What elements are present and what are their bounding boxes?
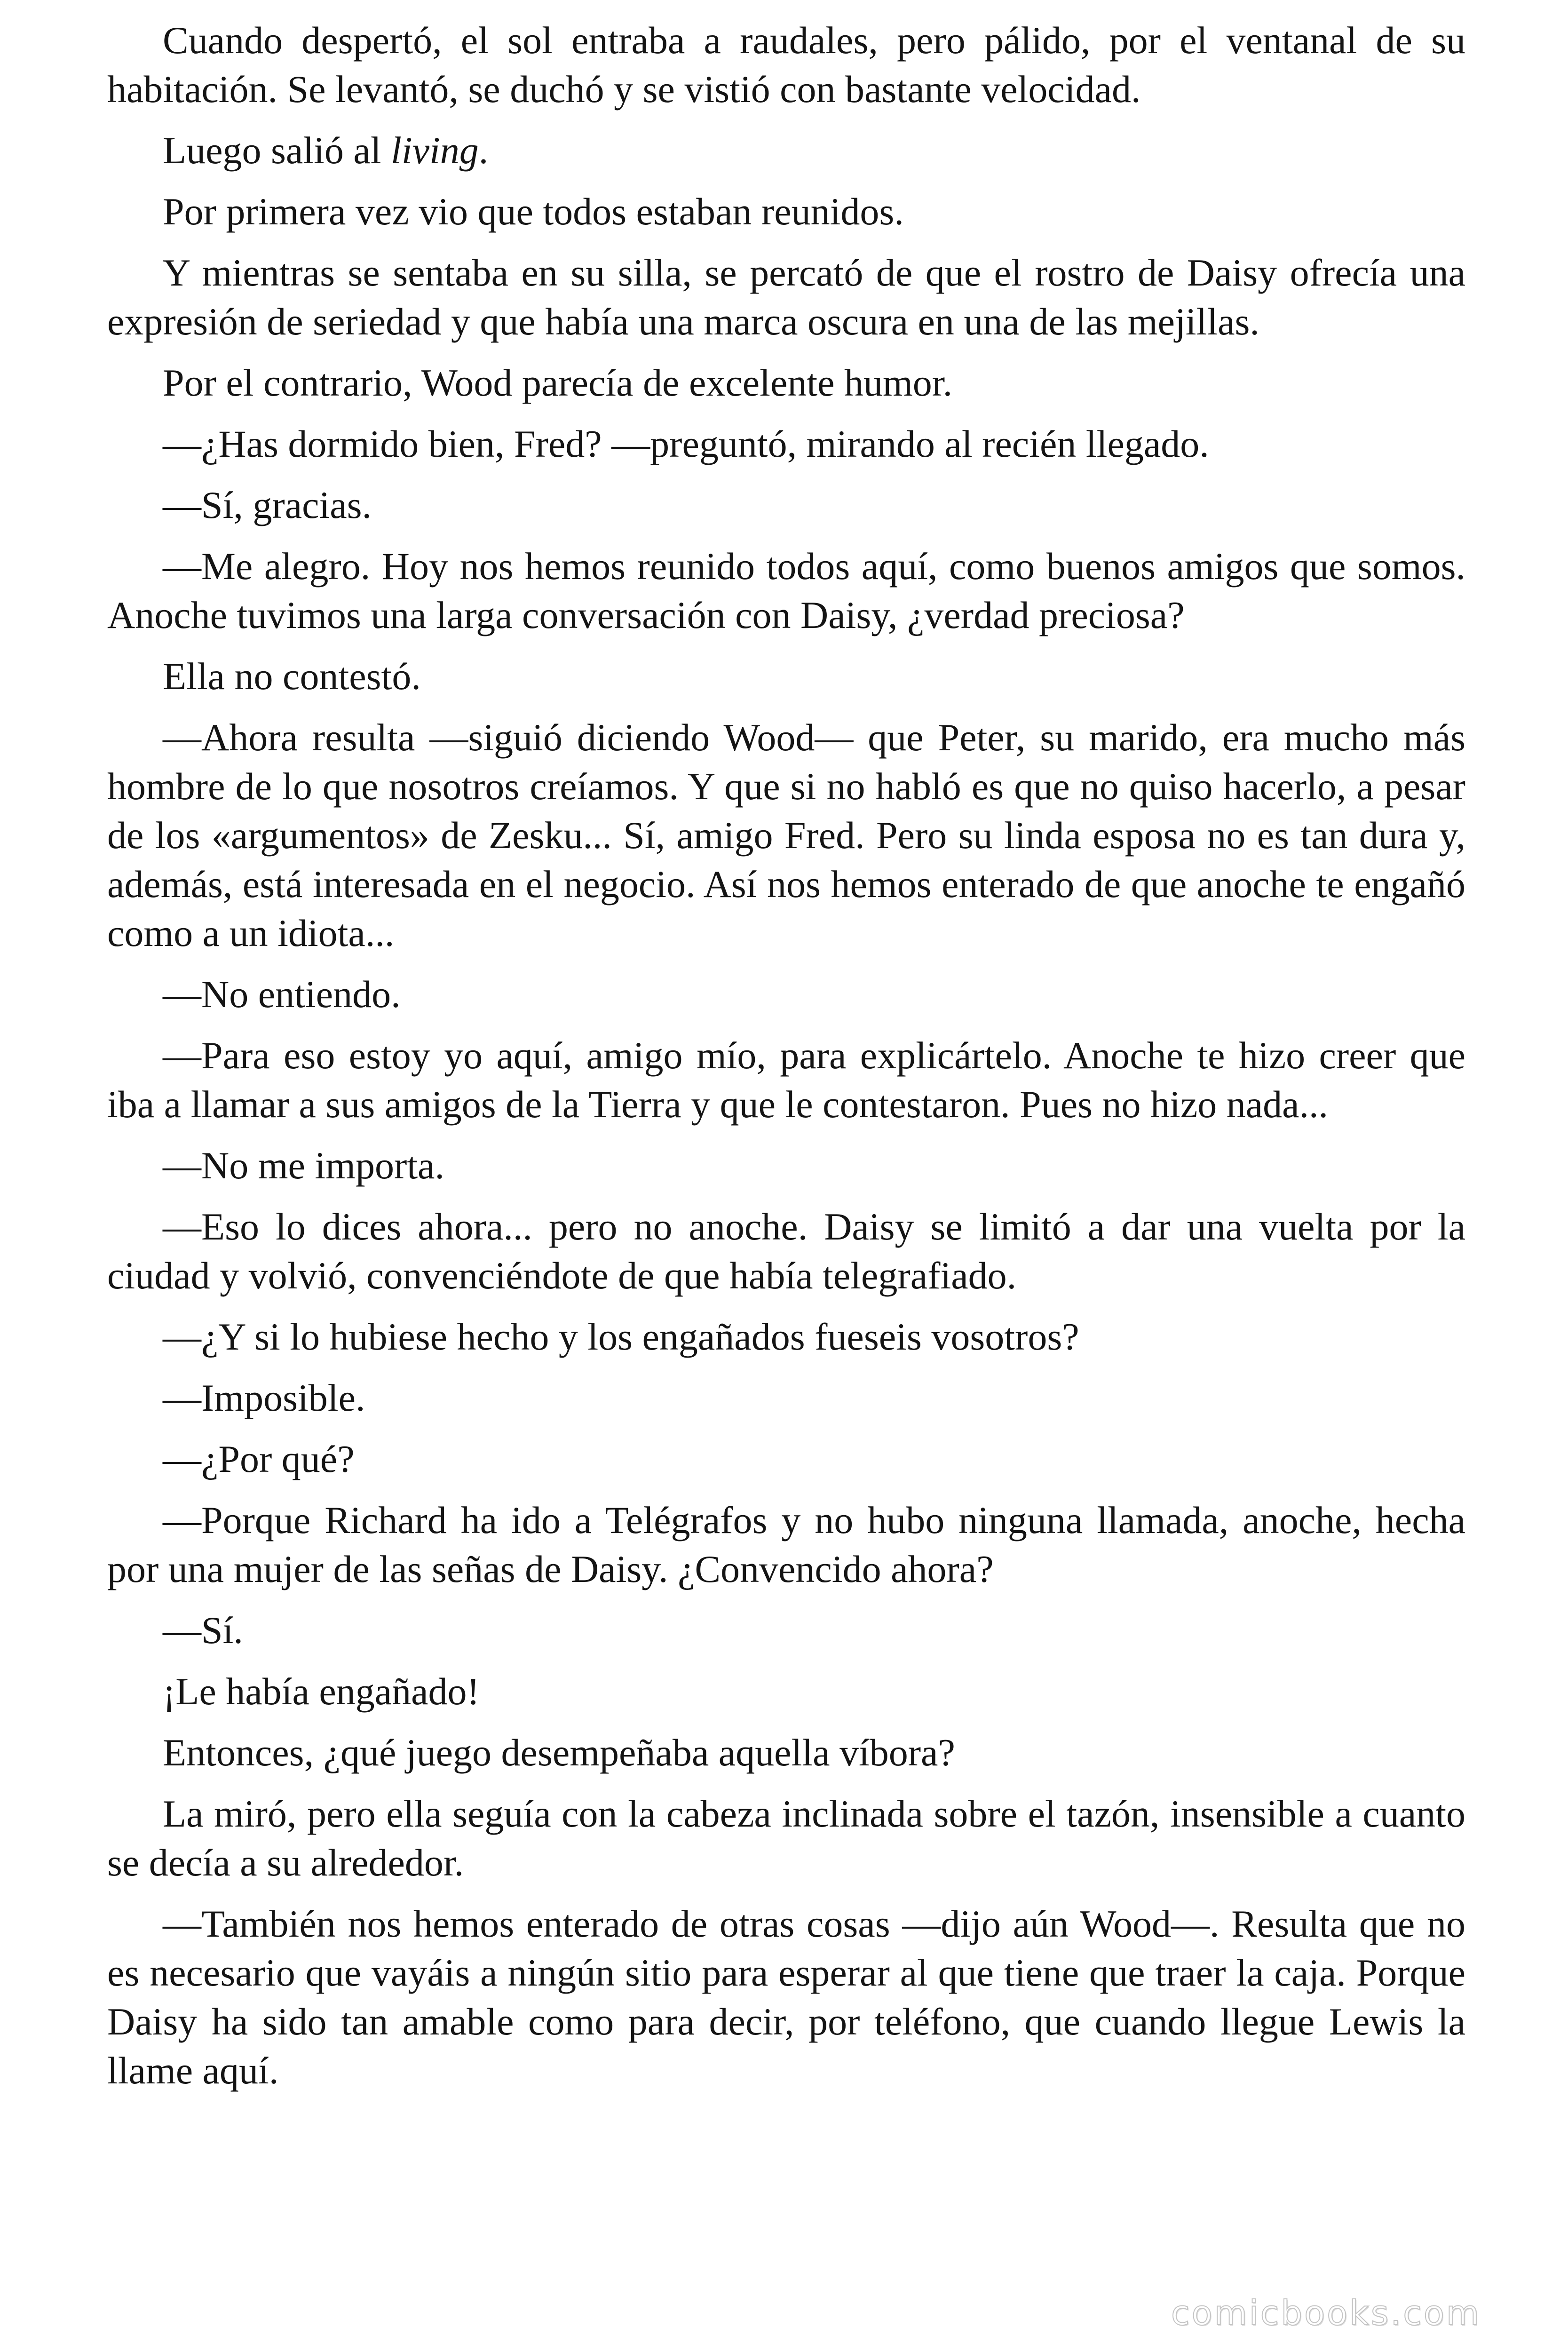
paragraph-2 — [107, 126, 1465, 175]
paragraph-6: —¿Has dormido bien, Fred? —preguntó, mirando al recién llegado. — [163, 422, 1209, 465]
paragraph-1: Cuando despertó, el sol entraba a raudales, pero pálido, por el ventanal de su habitación. Se levantó, se duchó y se vistió con bastante velocidad. — [107, 19, 1465, 111]
paragraph-15: —¿Y si lo hubiese hecho y los engañados fueseis vosotros? — [163, 1315, 1079, 1358]
paragraph-2-period: . — [478, 129, 489, 172]
paragraph-12: —Para eso estoy yo aquí, amigo mío, para explicártelo. Anoche te hizo creer que iba a llamar a sus amigos de la Tierra y que le contestaron. Pues no hizo nada... — [107, 1034, 1465, 1126]
paragraph-9: Ella no contestó. — [163, 655, 421, 698]
watermark: comicbooks.com — [1171, 2293, 1481, 2333]
paragraph-23: —También nos hemos enterado de otras cosas —dijo aún Wood—. Resulta que no es necesario que vayáis a ningún sitio para esperar al que tiene que traer la caja. Porque Daisy ha sido tan amable como para decir, por teléfono, que cuando llegue Lewis la llame aquí. — [107, 1902, 1465, 2092]
paragraph-18: —Porque Richard ha ido a Telégrafos y no hubo ninguna llamada, anoche, hecha por una mujer de las señas de Daisy. ¿Convencido ahora? — [107, 1499, 1465, 1590]
paragraph-7: —Sí, gracias. — [163, 484, 372, 526]
paragraph-3: Por primera vez vio que todos estaban reunidos. — [163, 190, 904, 233]
paragraph-20: ¡Le había engañado! — [163, 1670, 480, 1713]
paragraph-21: Entonces, ¿qué juego desempeñaba aquella víbora? — [163, 1731, 955, 1774]
paragraph-14: —Eso lo dices ahora... pero no anoche. Daisy se limitó a dar una vuelta por la ciudad y volvió, convenciéndote de que había telegrafiado. — [107, 1205, 1465, 1297]
paragraph-11: —No entiendo. — [163, 973, 401, 1016]
paragraph-13: —No me importa. — [163, 1144, 444, 1187]
paragraph-10: —Ahora resulta —siguió diciendo Wood— que Peter, su marido, era mucho más hombre de lo que nosotros creíamos. Y que si no habló es que no quiso hacerlo, a pesar de los «argumentos» de Zesku... Sí, amigo Fred. Pero su linda esposa no es tan dura y, además, está interesada en el negocio. Así nos hemos enterado de que anoche te engañó como a un idiota... — [107, 716, 1465, 954]
paragraph-17: —¿Por qué? — [163, 1438, 355, 1480]
italic-word-living: living — [391, 129, 479, 172]
paragraph-4: Y mientras se sentaba en su silla, se percató de que el rostro de Daisy ofrecía una expresión de seriedad y que había una marca oscura en una de las mejillas. — [107, 251, 1465, 343]
paragraph-8: —Me alegro. Hoy nos hemos reunido todos aquí, como buenos amigos que somos. Anoche tuvimos una larga conversación con Daisy, ¿verdad preciosa? — [107, 545, 1465, 636]
paragraph-2-text: Luego salió al — [163, 129, 391, 172]
paragraph-22: La miró, pero ella seguía con la cabeza inclinada sobre el tazón, insensible a cuanto se decía a su alrededor. — [107, 1792, 1465, 1884]
page-text — [107, 16, 1465, 2107]
paragraph-5: Por el contrario, Wood parecía de excelente humor. — [163, 361, 953, 404]
paragraph-16: —Imposible. — [163, 1376, 365, 1419]
paragraph-19: —Sí. — [163, 1609, 243, 1652]
